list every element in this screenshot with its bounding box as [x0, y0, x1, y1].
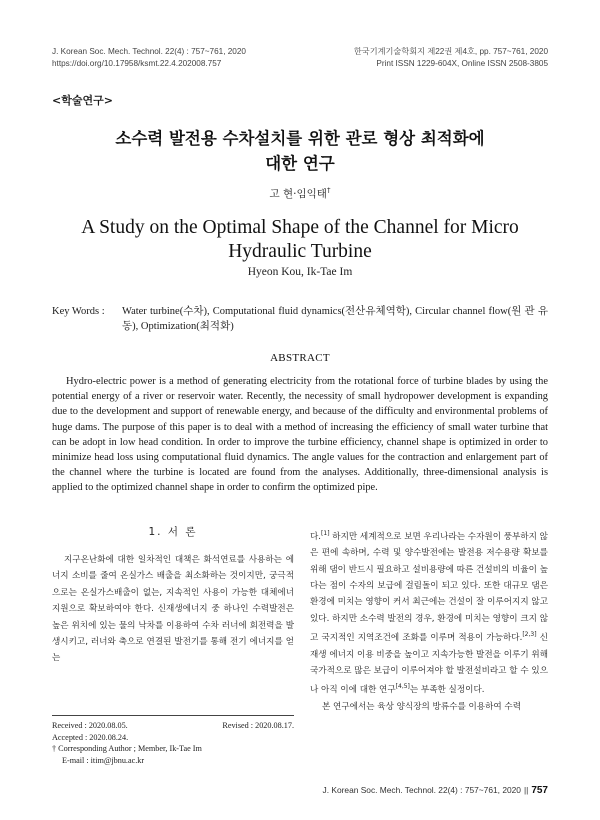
paragraph: 본 연구에서는 육상 양식장의 방류수를 이용하여 수력: [322, 701, 522, 712]
accepted-date: Accepted : 2020.08.24.: [52, 732, 129, 742]
text-run: 신재생 에너지 이용 비중을 높이고 지속가능한 발전을 이루기 위해 국가적으로 많은 보급이 이루어져야 할 발전설비라고 할 수 있으나 아직 이에 대한 연구: [310, 633, 548, 696]
section-title-introduction: 1. 서 론: [148, 526, 198, 538]
corresponding-author: † Corresponding Author ; Member, Ik-Tae Im: [52, 744, 202, 753]
title-korean-line: 대한 연구: [265, 154, 335, 173]
footnote-dates-row: [52, 720, 294, 732]
issn-line: Print ISSN 1229-604X, Online ISSN 2508-3805: [376, 59, 548, 68]
text-run: 는 부족한 실정이다.: [409, 685, 485, 696]
revised-date: Revised : 2020.08.17.: [222, 721, 294, 730]
citation-ref[interactable]: [1]: [321, 530, 330, 537]
authors-korean: [0, 186, 600, 201]
author-names-korean: 고 현·임익태: [269, 188, 327, 200]
keywords-text: Water turbine(수차), Computational fluid dynamics(전산유체역학), Circular channel flow(원 관 유동), Optimization(최적화): [122, 306, 548, 332]
citation-ref[interactable]: [2,3]: [522, 631, 537, 639]
body-column-left: [52, 552, 294, 667]
corresponding-mark: †: [326, 186, 331, 195]
citation-ref[interactable]: [4,5]: [395, 683, 410, 691]
title-korean-line: 소수력 발전용 수차설치를 위한 관로 형상 최적화에: [115, 129, 485, 148]
title-english-line: Hydraulic Turbine: [228, 241, 372, 262]
paper-title-korean: [0, 126, 600, 176]
journal-citation: J. Korean Soc. Mech. Technol. 22(4) : 757~761, 2020: [52, 47, 246, 56]
doi-link[interactable]: https://doi.org/10.17958/ksmt.22.4.202008.757: [52, 59, 222, 68]
running-header-right: [354, 46, 548, 70]
paper-title-english: [0, 216, 600, 264]
page-number: 757: [531, 785, 548, 796]
footer-journal: J. Korean Soc. Mech. Technol. 22(4) : 757~761, 2020: [322, 785, 521, 795]
footnote-block: [52, 720, 294, 766]
text-run: 하지만 세계적으로 보면 우리나라는 수자원이 풍부하지 않은 편에 속하며, 수력 및 양수발전에는 발전용 저수용량 확보를 위해 댐이 반드시 필요하고 설비용량에 따른 건설비의 비율이 높다는 점이 수자의 보급에 걸림돌이 되고 있다. 또한 대규모 댐은 환경에 미치는 영향이 커서 최근에는 건설이 잘 이루어지지 않고 있다. 하지만 소수력 발전의 경우, 환경에 미치는 영향이 크지 않고 국지적인 지역조건에 조화를 이루며 적용이 가능하다.: [310, 531, 548, 644]
running-header-left: [52, 46, 246, 70]
keywords-label: Key Words :: [52, 306, 105, 317]
title-english-line: A Study on the Optimal Shape of the Channel for Micro: [81, 217, 519, 238]
received-date: Received : 2020.08.05.: [52, 721, 128, 730]
paragraph: 지구온난화에 대한 일차적인 대책은 화석연료를 사용하는 에너지 소비를 줄여 온실가스 배출을 최소화하는 것이지만, 궁극적으로는 온실가스배출이 없는, 지속적인 사용이 가능한 대체에너지원으로 확보하여야 한다. 신재생에너지 중 하나인 수력발전은 높은 위치에 있는 물의 낙차를 이용하여 수차 러너에 회전력을 발생시키고, 러너와 축으로 연결된 발전기를 통해 전기 에너지를 얻는: [52, 555, 294, 664]
keywords-block: [52, 304, 548, 334]
body-column-right: [310, 526, 548, 715]
author-email[interactable]: E-mail : itim@jbnu.ac.kr: [62, 755, 145, 765]
article-category: <학술연구>: [52, 94, 113, 107]
abstract-heading: ABSTRACT: [270, 352, 330, 364]
paragraph: [310, 526, 548, 699]
journal-citation-korean: 한국기계기술학회지 제22권 제4호, pp. 757~761, 2020: [353, 47, 548, 56]
page-footer: [323, 785, 548, 796]
footnote-divider: [52, 715, 294, 716]
authors-english: Hyeon Kou, Ik-Tae Im: [247, 266, 353, 278]
footer-separator: ||: [523, 785, 529, 795]
abstract-body: Hydro-electric power is a method of generating electricity from the rotational force of turbine blades by using the potential energy of a river or reservoir water. Recently, the necessity of small hydropower development is expanding due to the development and support of renewable energy, and because of the difficulty and environmental problems of huge dams. The purpose of this paper is to deal with a method of increasing the efficiency of small water turbine that can be adopt in low head condition. In order to improve the turbine efficiency, channel shape is optimized in order to minimize head loss using computational fluid dynamics. The angle values for the contraction and enlargement part of the channel where the turbine is located are found from the analyses. Additionally, three-dimensional analysis is applied to the optimized channel shape in order to confirm the optimized pipe.: [52, 376, 548, 494]
text-run: 다.: [310, 531, 322, 542]
